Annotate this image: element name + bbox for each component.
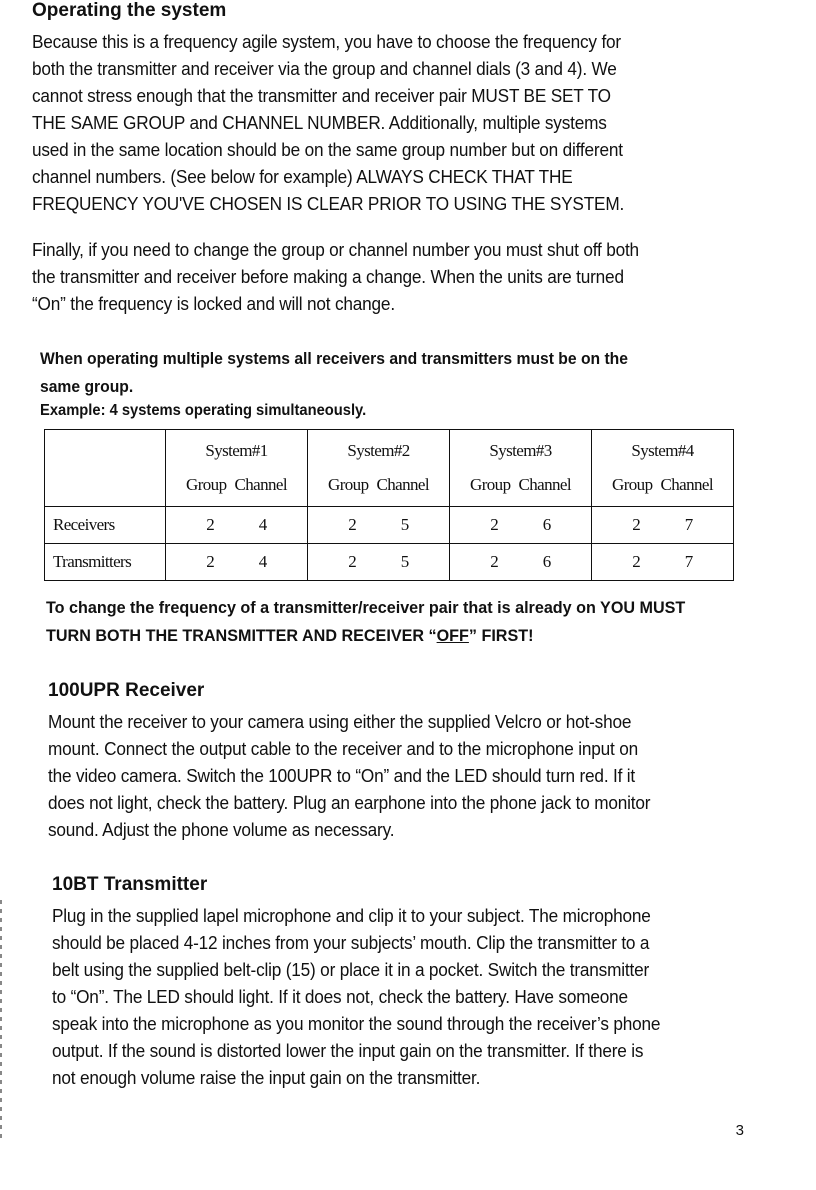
system-header-cell <box>450 430 592 507</box>
channel-value: 6 <box>542 552 551 571</box>
text-line: not enough volume raise the input gain on the transmitter. <box>52 1067 481 1088</box>
system-header-cell <box>308 430 450 507</box>
text-line: Mount the receiver to your camera using either the supplied Velcro or hot-shoe <box>48 711 632 732</box>
table-cell <box>592 507 734 544</box>
multi-system-note <box>40 345 740 421</box>
warning-note <box>46 594 746 650</box>
text-line: mount. Connect the output cable to the receiver and to the microphone input on <box>48 738 638 759</box>
row-label-transmitters: Transmitters <box>45 544 166 581</box>
table-cell <box>166 544 308 581</box>
group-value: 2 <box>490 515 499 534</box>
transmitter-section <box>52 874 752 1091</box>
operating-paragraph-2 <box>32 236 731 317</box>
row-label-receivers: Receivers <box>45 507 166 544</box>
channel-value: 4 <box>258 515 267 534</box>
text-line: belt using the supplied belt-clip (15) or place it in a pocket. Switch the transmitter <box>52 959 650 980</box>
system-name: System#1 <box>205 441 268 460</box>
group-label: Group <box>328 475 369 494</box>
receiver-section <box>48 680 748 843</box>
channel-value: 7 <box>684 515 693 534</box>
system-header-cell <box>592 430 734 507</box>
transmitter-paragraph <box>52 902 751 1091</box>
table-cell <box>308 544 450 581</box>
system-name: System#3 <box>489 441 552 460</box>
warning-line-part: ” FIRST! <box>468 626 534 645</box>
table-header-row <box>45 430 734 507</box>
text-line: the video camera. Switch the 100UPR to “On” and the LED should turn red. If it <box>48 765 636 786</box>
table-cell <box>166 507 308 544</box>
group-value: 2 <box>206 552 215 571</box>
warning-line: To change the frequency of a transmitter/receiver pair that is already on YOU MUST <box>46 598 686 617</box>
table-cell <box>450 544 592 581</box>
table-row <box>45 507 734 544</box>
channel-label: Channel <box>660 475 713 494</box>
text-line: used in the same location should be on the same group number but on different <box>32 139 623 160</box>
text-line: to “On”. The LED should light. If it does not, check the battery. Have someone <box>52 986 628 1007</box>
text-line: Plug in the supplied lapel microphone and clip it to your subject. The microphone <box>52 905 651 926</box>
off-emphasis: OFF <box>436 626 469 645</box>
warning-text <box>46 594 744 650</box>
channel-value: 4 <box>258 552 267 571</box>
group-label: Group <box>612 475 653 494</box>
table-cell <box>308 507 450 544</box>
scan-edge-mark <box>0 900 2 1140</box>
channel-label: Channel <box>376 475 429 494</box>
frequency-table <box>44 429 734 581</box>
note-line: same group. <box>40 378 134 396</box>
table-row <box>45 544 734 581</box>
group-value: 2 <box>632 552 641 571</box>
text-line: FREQUENCY YOU'VE CHOSEN IS CLEAR PRIOR TO USING THE SYSTEM. <box>32 193 625 214</box>
page-number: 3 <box>735 1122 744 1139</box>
system-name: System#4 <box>631 441 694 460</box>
text-line: Finally, if you need to change the group or channel number you must shut off both <box>32 239 639 260</box>
group-label: Group <box>186 475 227 494</box>
warning-line-part: TURN BOTH THE TRANSMITTER AND RECEIVER “ <box>46 626 437 645</box>
group-value: 2 <box>206 515 215 534</box>
channel-value: 5 <box>400 552 409 571</box>
table-cell <box>592 544 734 581</box>
note-line: When operating multiple systems all receivers and transmitters must be on the <box>40 350 628 368</box>
text-line: sound. Adjust the phone volume as necessary. <box>48 819 395 840</box>
group-value: 2 <box>348 552 357 571</box>
text-line: cannot stress enough that the transmitter and receiver pair MUST BE SET TO <box>32 85 611 106</box>
table-corner-cell <box>45 430 166 507</box>
group-label: Group <box>470 475 511 494</box>
group-value: 2 <box>490 552 499 571</box>
channel-value: 6 <box>542 515 551 534</box>
channel-label: Channel <box>234 475 287 494</box>
group-value: 2 <box>348 515 357 534</box>
transmitter-heading: 10BT Transmitter <box>52 874 208 895</box>
text-line: speak into the microphone as you monitor the sound through the receiver’s phone <box>52 1013 661 1034</box>
example-caption: Example: 4 systems operating simultaneously. <box>40 402 367 419</box>
text-line: Because this is a frequency agile system, you have to choose the frequency for <box>32 31 621 52</box>
group-value: 2 <box>632 515 641 534</box>
operating-paragraph-1 <box>32 28 731 217</box>
text-line: does not light, check the battery. Plug an earphone into the phone jack to monitor <box>48 792 651 813</box>
text-line: should be placed 4-12 inches from your subjects’ mouth. Clip the transmitter to a <box>52 932 650 953</box>
system-header-cell <box>166 430 308 507</box>
text-line: both the transmitter and receiver via the group and channel dials (3 and 4). We <box>32 58 617 79</box>
table-cell <box>450 507 592 544</box>
operating-section <box>32 0 732 217</box>
warning-line <box>46 622 744 650</box>
receiver-paragraph <box>48 708 747 843</box>
system-name: System#2 <box>347 441 410 460</box>
channel-label: Channel <box>518 475 571 494</box>
channel-value: 7 <box>684 552 693 571</box>
multi-system-note-text <box>40 345 738 401</box>
text-line: output. If the sound is distorted lower the input gain on the transmitter. If there is <box>52 1040 644 1061</box>
text-line: “On” the frequency is locked and will not change. <box>32 293 395 314</box>
operating-heading: Operating the system <box>32 0 227 21</box>
text-line: channel numbers. (See below for example) ALWAYS CHECK THAT THE <box>32 166 573 187</box>
operating-paragraph-2-block <box>32 236 732 317</box>
channel-value: 5 <box>400 515 409 534</box>
receiver-heading: 100UPR Receiver <box>48 680 205 701</box>
text-line: THE SAME GROUP and CHANNEL NUMBER. Additionally, multiple systems <box>32 112 607 133</box>
text-line: the transmitter and receiver before making a change. When the units are turned <box>32 266 624 287</box>
